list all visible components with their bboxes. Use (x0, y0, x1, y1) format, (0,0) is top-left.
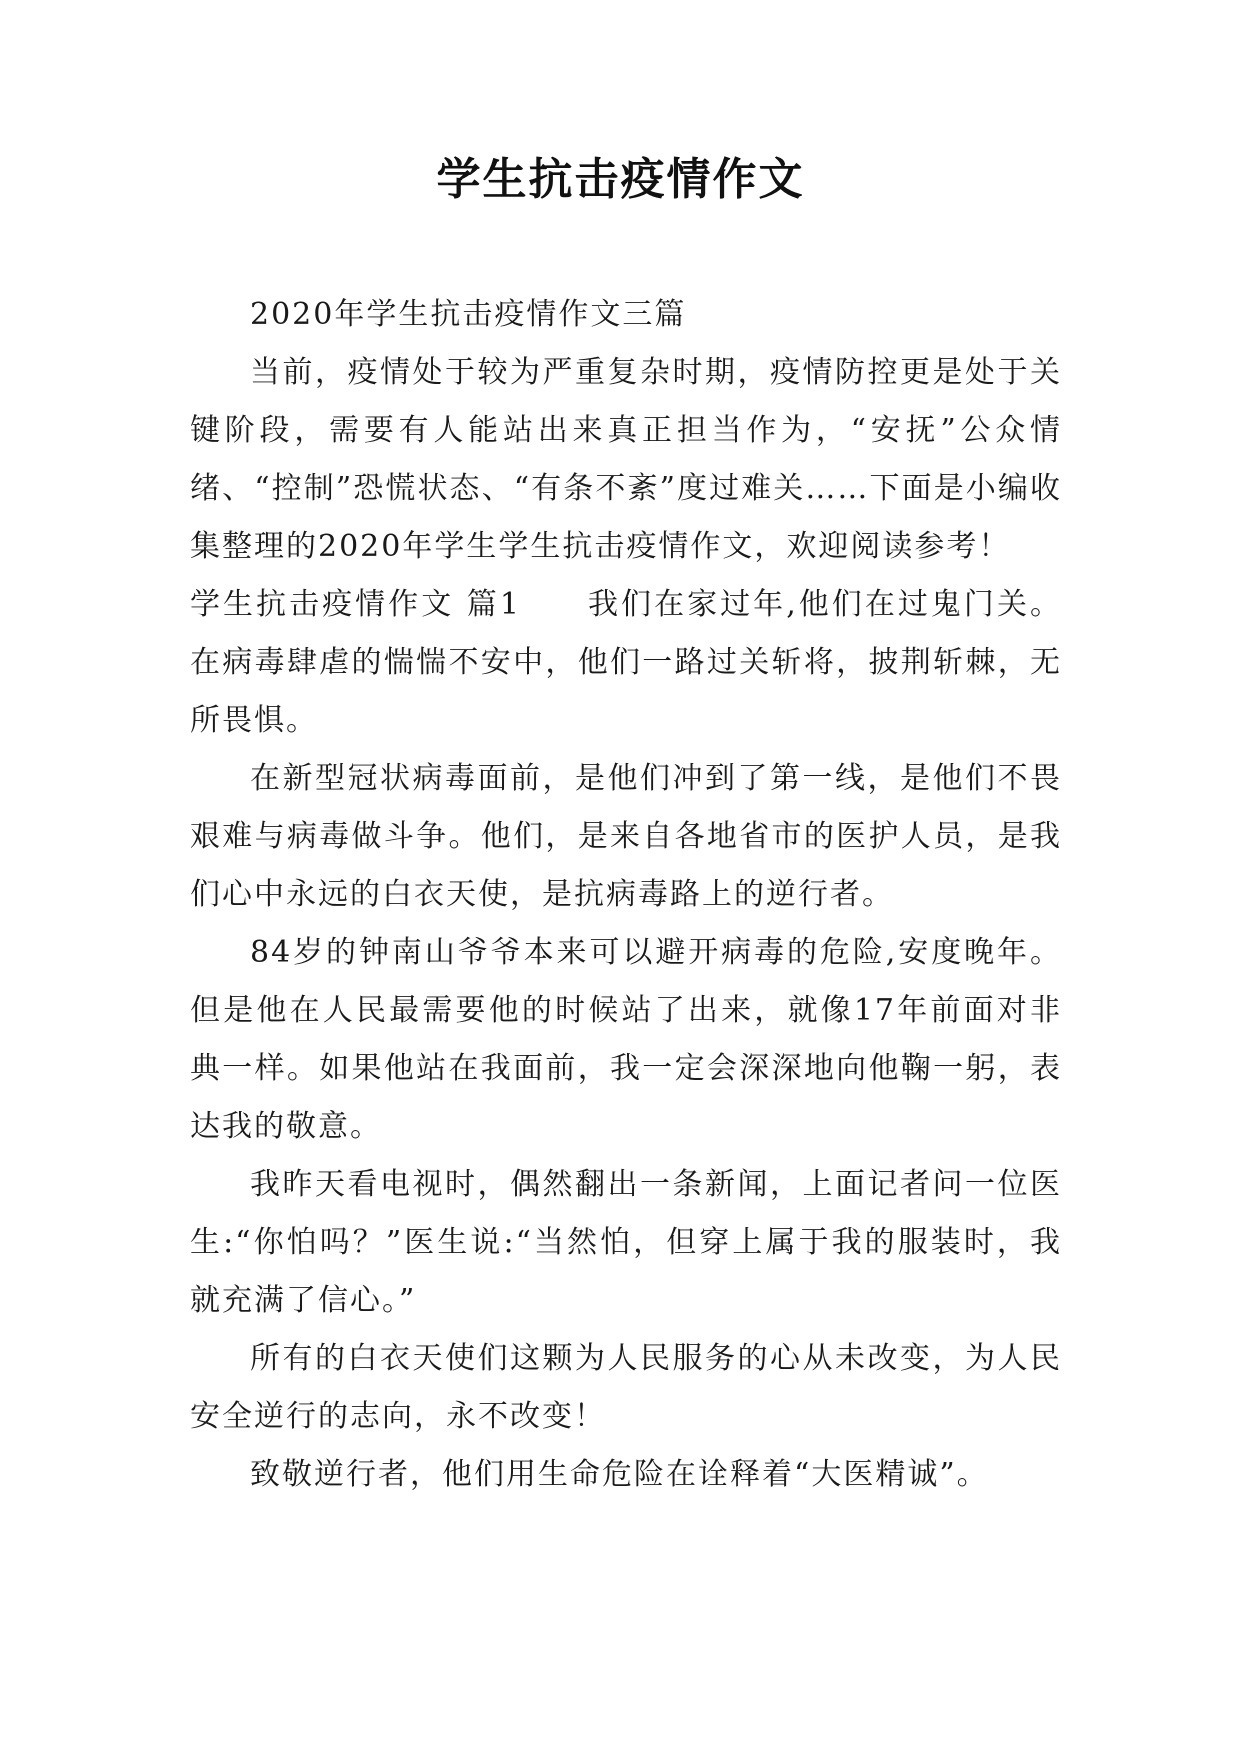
paragraph-news: 我昨天看电视时，偶然翻出一条新闻，上面记者问一位医生:“你怕吗？”医生说:“当然怕，但穿上属于我的服装时，我就充满了信心。” (190, 1167, 1062, 1318)
paragraph-angels: 所有的白衣天使们这颗为人民服务的心从未改变，为人民安全逆行的志向，永不改变！ (190, 1341, 1062, 1434)
paragraph-intro: 当前，疫情处于较为严重复杂时期，疫情防控更是处于关键阶段，需要有人能站出来真正担当作为，“安抚”公众情绪、“控制”恐慌状态、“有条不紊”度过难关……下面是小编收集整理的2020年学生学生抗击疫情作文，欢迎阅读参考！ (190, 355, 1062, 564)
paragraph-tribute: 致敬逆行者，他们用生命危险在诠释着“大医精诚”。 (250, 1457, 989, 1492)
document-title: 学生抗击疫情作文 (436, 154, 805, 205)
paragraph-subtitle: 2020年学生抗击疫情作文三篇 (250, 297, 687, 332)
paragraph-section-1-heading: 学生抗击疫情作文 篇1 我们在家过年,他们在过鬼门关。在病毒肆虐的惴惴不安中，他们一路过关斩将，披荆斩棘，无所畏惧。 (190, 587, 1062, 738)
paragraph-frontline: 在新型冠状病毒面前，是他们冲到了第一线，是他们不畏艰难与病毒做斗争。他们，是来自各地省市的医护人员，是我们心中永远的白衣天使，是抗病毒路上的逆行者。 (190, 761, 1062, 912)
paragraph-zhong-nanshan: 84岁的钟南山爷爷本来可以避开病毒的危险,安度晚年。但是他在人民最需要他的时候站了出来，就像17年前面对非典一样。如果他站在我面前，我一定会深深地向他鞠一躬，表达我的敬意。 (190, 935, 1062, 1144)
document-body (190, 286, 1062, 1504)
